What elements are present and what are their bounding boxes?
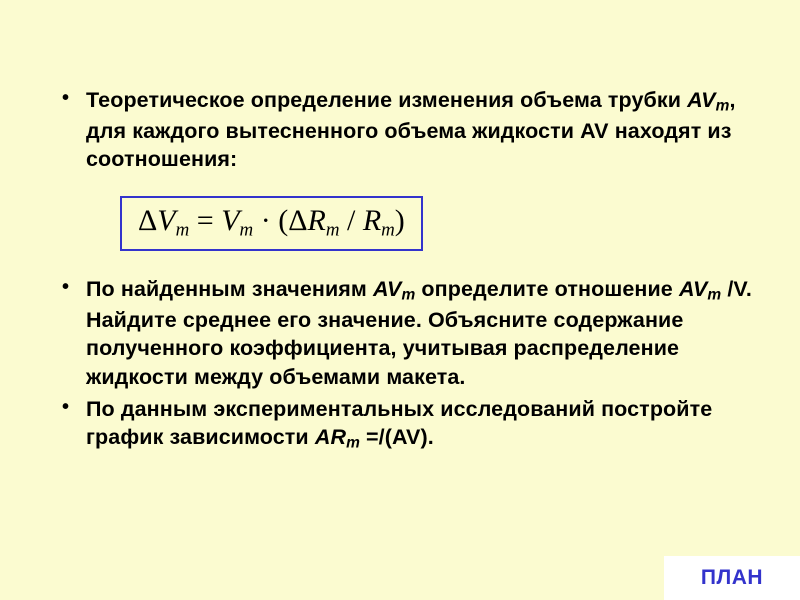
bullet-text-ratio-var1: AV	[373, 277, 402, 302]
bullet-text-ratio-sub1: m	[401, 286, 416, 304]
bullet-text-ratio-var2: AV	[678, 277, 708, 302]
bullet-text-graph-sub: m	[346, 434, 360, 452]
bullet-text-theory-b: , для каждого вытесненного объема жидкости AV находят из соотношения:	[86, 88, 736, 172]
bullet-text-ratio-sub2: m	[707, 286, 722, 304]
bullet-text-graph-var: AR	[314, 425, 347, 450]
bullet-item-graph	[58, 395, 758, 454]
bullet-text-ratio-c: /V. Найдите среднее его значение. Объясните содержание полученного коэффициента, учитывая распределение жидкости между объемами макета.	[86, 277, 752, 389]
formula-box	[120, 196, 423, 252]
bullet-item-theory	[58, 86, 758, 174]
bullet-text-graph-a: По данным экспериментальных исследований постройте график зависимости	[86, 397, 713, 450]
bullet-text-ratio-b: определите отношение	[415, 277, 679, 302]
bullet-list	[58, 86, 758, 174]
bullet-list-2	[58, 275, 758, 454]
bullet-text-theory-sub: т	[715, 97, 730, 115]
formula-text: ΔVm = Vm · (ΔRm / Rm)	[138, 203, 405, 241]
bullet-text-theory-var: AV	[687, 88, 716, 112]
plan-button[interactable]	[664, 556, 800, 600]
bullet-text-theory-a: Теоретическое определение изменения объема трубки	[86, 88, 688, 112]
bullet-text-graph-b: =/(AV).	[359, 425, 434, 450]
bullet-text-ratio-a: По найденным значениям	[86, 277, 373, 302]
formula-region	[120, 196, 758, 252]
bullet-item-ratio	[58, 275, 758, 391]
slide-content	[58, 86, 758, 458]
plan-link-label[interactable]: ПЛАН	[700, 566, 764, 589]
